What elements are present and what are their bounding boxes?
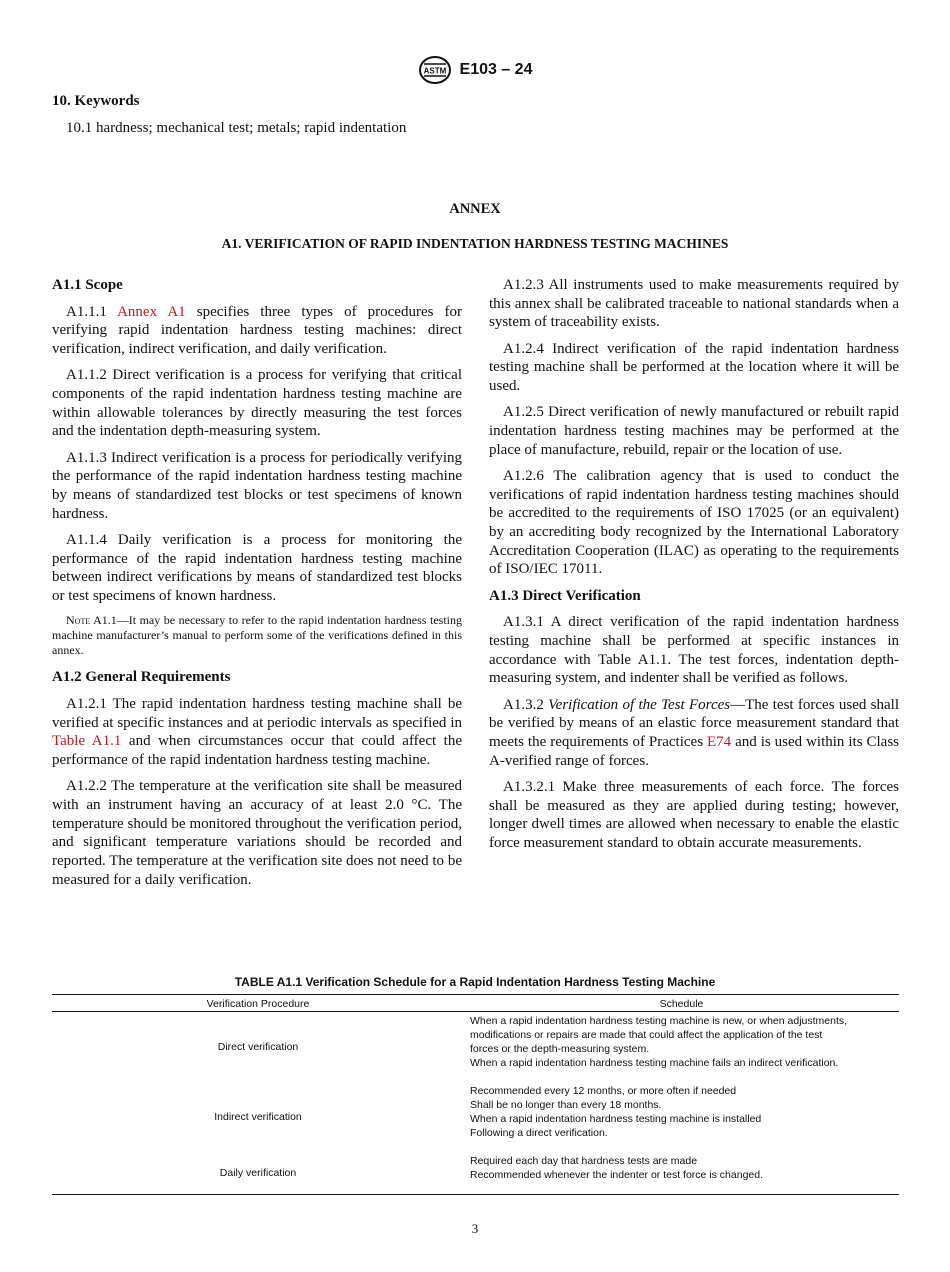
paragraph-a1-3-2-1: A1.3.2.1 Make three measurements of each force. The forces shall be measured as they are applied during testing; however, longer dwell times are allowed when necessary to enable the elastic force measurement standard to obtain accurate measurements. [489,778,899,851]
annex-title: ANNEX [449,201,501,217]
table-row [52,1082,899,1152]
table-cell-procedure: Direct verification [217,1041,299,1053]
astm-logo-text: ASTM [423,66,446,76]
paragraph-a1-2-3: A1.2.3 All instruments used to make measurements required by this annex shall be calibrated traceable to national standards when a system of traceability exists. [489,277,899,331]
annex-subtitle: A1. VERIFICATION OF RAPID INDENTATION HARDNESS TESTING MACHINES [221,236,729,251]
paragraph-a1-3-2: A1.3.2 Verification of the Test Forces—The test forces used shall be verified by means of an elastic force measurement standard that meets the requirements of Practices E74 and is used within its Class A-verified range of forces. [489,696,900,769]
astm-logo-icon [418,55,452,85]
paragraph-a1-2-5: A1.2.5 Direct verification of newly manufactured or rebuilt rapid indentation hardness testing machines may be performed at the place of manufacture, rebuild, repair or the location of use. [489,404,899,458]
table-cell-procedure: Indirect verification [214,1111,302,1123]
table-a1-1-link[interactable]: Table A1.1 [52,733,122,750]
verification-schedule-table [52,994,899,1195]
table-title: TABLE A1.1 Verification Schedule for a Rapid Indentation Hardness Testing Machine [234,975,716,989]
paragraph-a1-1-2: A1.1.2 Direct verification is a process for verifying that critical components of the rapid indentation hardness testing machine are within allowable tolerances by directly measuring the test forces and the indentation depth-measuring system. [52,367,462,440]
document-designation: E103 – 24 [459,61,533,78]
paragraph-a1-1-1: A1.1.1 Annex A1 specifies three types of procedures for verifying rapid indentation hardness testing machines: direct verification, indirect verification, and daily verification. [52,303,463,358]
table-cell-procedure: Daily verification [219,1167,297,1179]
note-a1-1 [52,613,462,658]
table-cell-schedule: Recommended every 12 months, or more often if needed Shall be no longer than every 18 months. When a rapid indentation hardness testing machine is installed Following a direct verification. [470,1085,762,1139]
paragraph-a1-2-6: A1.2.6 The calibration agency that is used to conduct the verifications of rapid indentation hardness testing machines should be accredited to the requirements of ISO 17025 (or an equivalent) by an accrediting body recognized by the International Laboratory Accreditation Cooperation (ILAC) as operating to the requirements of ISO/IEC 17011. [489,467,899,578]
table-cell-schedule: When a rapid indentation hardness testing machine is new, or when adjustments, modifications or repairs are made that could affect the application of the test forces or the depth-measuring system. When a rapid indentation hardness testing machine fails an indirect verification. [470,1015,848,1069]
table-header-procedure: Verification Procedure [206,998,310,1010]
paragraph-a1-2-2: A1.2.2 The temperature at the verification site shall be measured with an instrument having an accuracy of at least 2.0 °C. The temperature should be monitored throughout the verification period, and significant temperature variations should be recorded and reported. The temperature at the verification site does not need to be measured for a daily verification. [52,778,462,888]
page-number: 3 [471,1221,479,1236]
paragraph-a1-1-4: A1.1.4 Daily verification is a process for monitoring the performance of the rapid indentation hardness testing machine between indirect verifications by means of standardized test blocks or test specimens of known hardness. [52,531,462,605]
paragraph-a1-1-3: A1.1.3 Indirect verification is a process for periodically verifying the performance of the rapid indentation hardness testing machine by means of standardized test blocks or test specimens of known hardness. [52,449,462,522]
section-heading-scope: A1.1 Scope [52,277,123,293]
paragraph-a1-2-1: A1.2.1 The rapid indentation hardness testing machine shall be verified at specific instances and at periodic intervals as specified in Table A1.1 and when circumstances occur that could affect the performance of the rapid indentation hardness testing machine. [52,695,463,769]
table-row [52,1012,899,1083]
page-header [0,55,950,85]
table-row [52,1152,899,1195]
table-cell-schedule: Required each day that hardness tests are made Recommended whenever the indenter or test force is changed. [470,1155,764,1181]
right-column [489,276,899,860]
note-text: —It may be necessary to refer to the rapid indentation hardness testing machine manufacturer’s manual to perform some of the verifications defined in this annex. [52,613,462,658]
note-label: Note A1.1 [66,613,117,628]
paragraph-a1-2-4: A1.2.4 Indirect verification of the rapid indentation hardness testing machine shall be performed at the location where it will be used. [489,340,899,395]
section-heading-general: A1.2 General Requirements [52,669,231,686]
section-heading-direct: A1.3 Direct Verification [489,587,641,604]
left-column [52,276,462,897]
keywords-heading: 10. Keywords [52,93,140,109]
table-header-schedule: Schedule [659,998,704,1010]
table-header-row [52,995,899,1012]
annex-a1-link[interactable]: Annex A1 [117,303,186,320]
e74-link[interactable]: E74 [706,733,732,750]
paragraph-a1-3-1: A1.3.1 A direct verification of the rapid indentation hardness testing machine shall be performed at specific instances in accordance with Table A1.1. The test forces, indentation depth-measuring system, and indenter shall be verified as follows. [489,614,899,687]
keywords-body: 10.1 hardness; mechanical test; metals; rapid indentation [66,120,407,136]
